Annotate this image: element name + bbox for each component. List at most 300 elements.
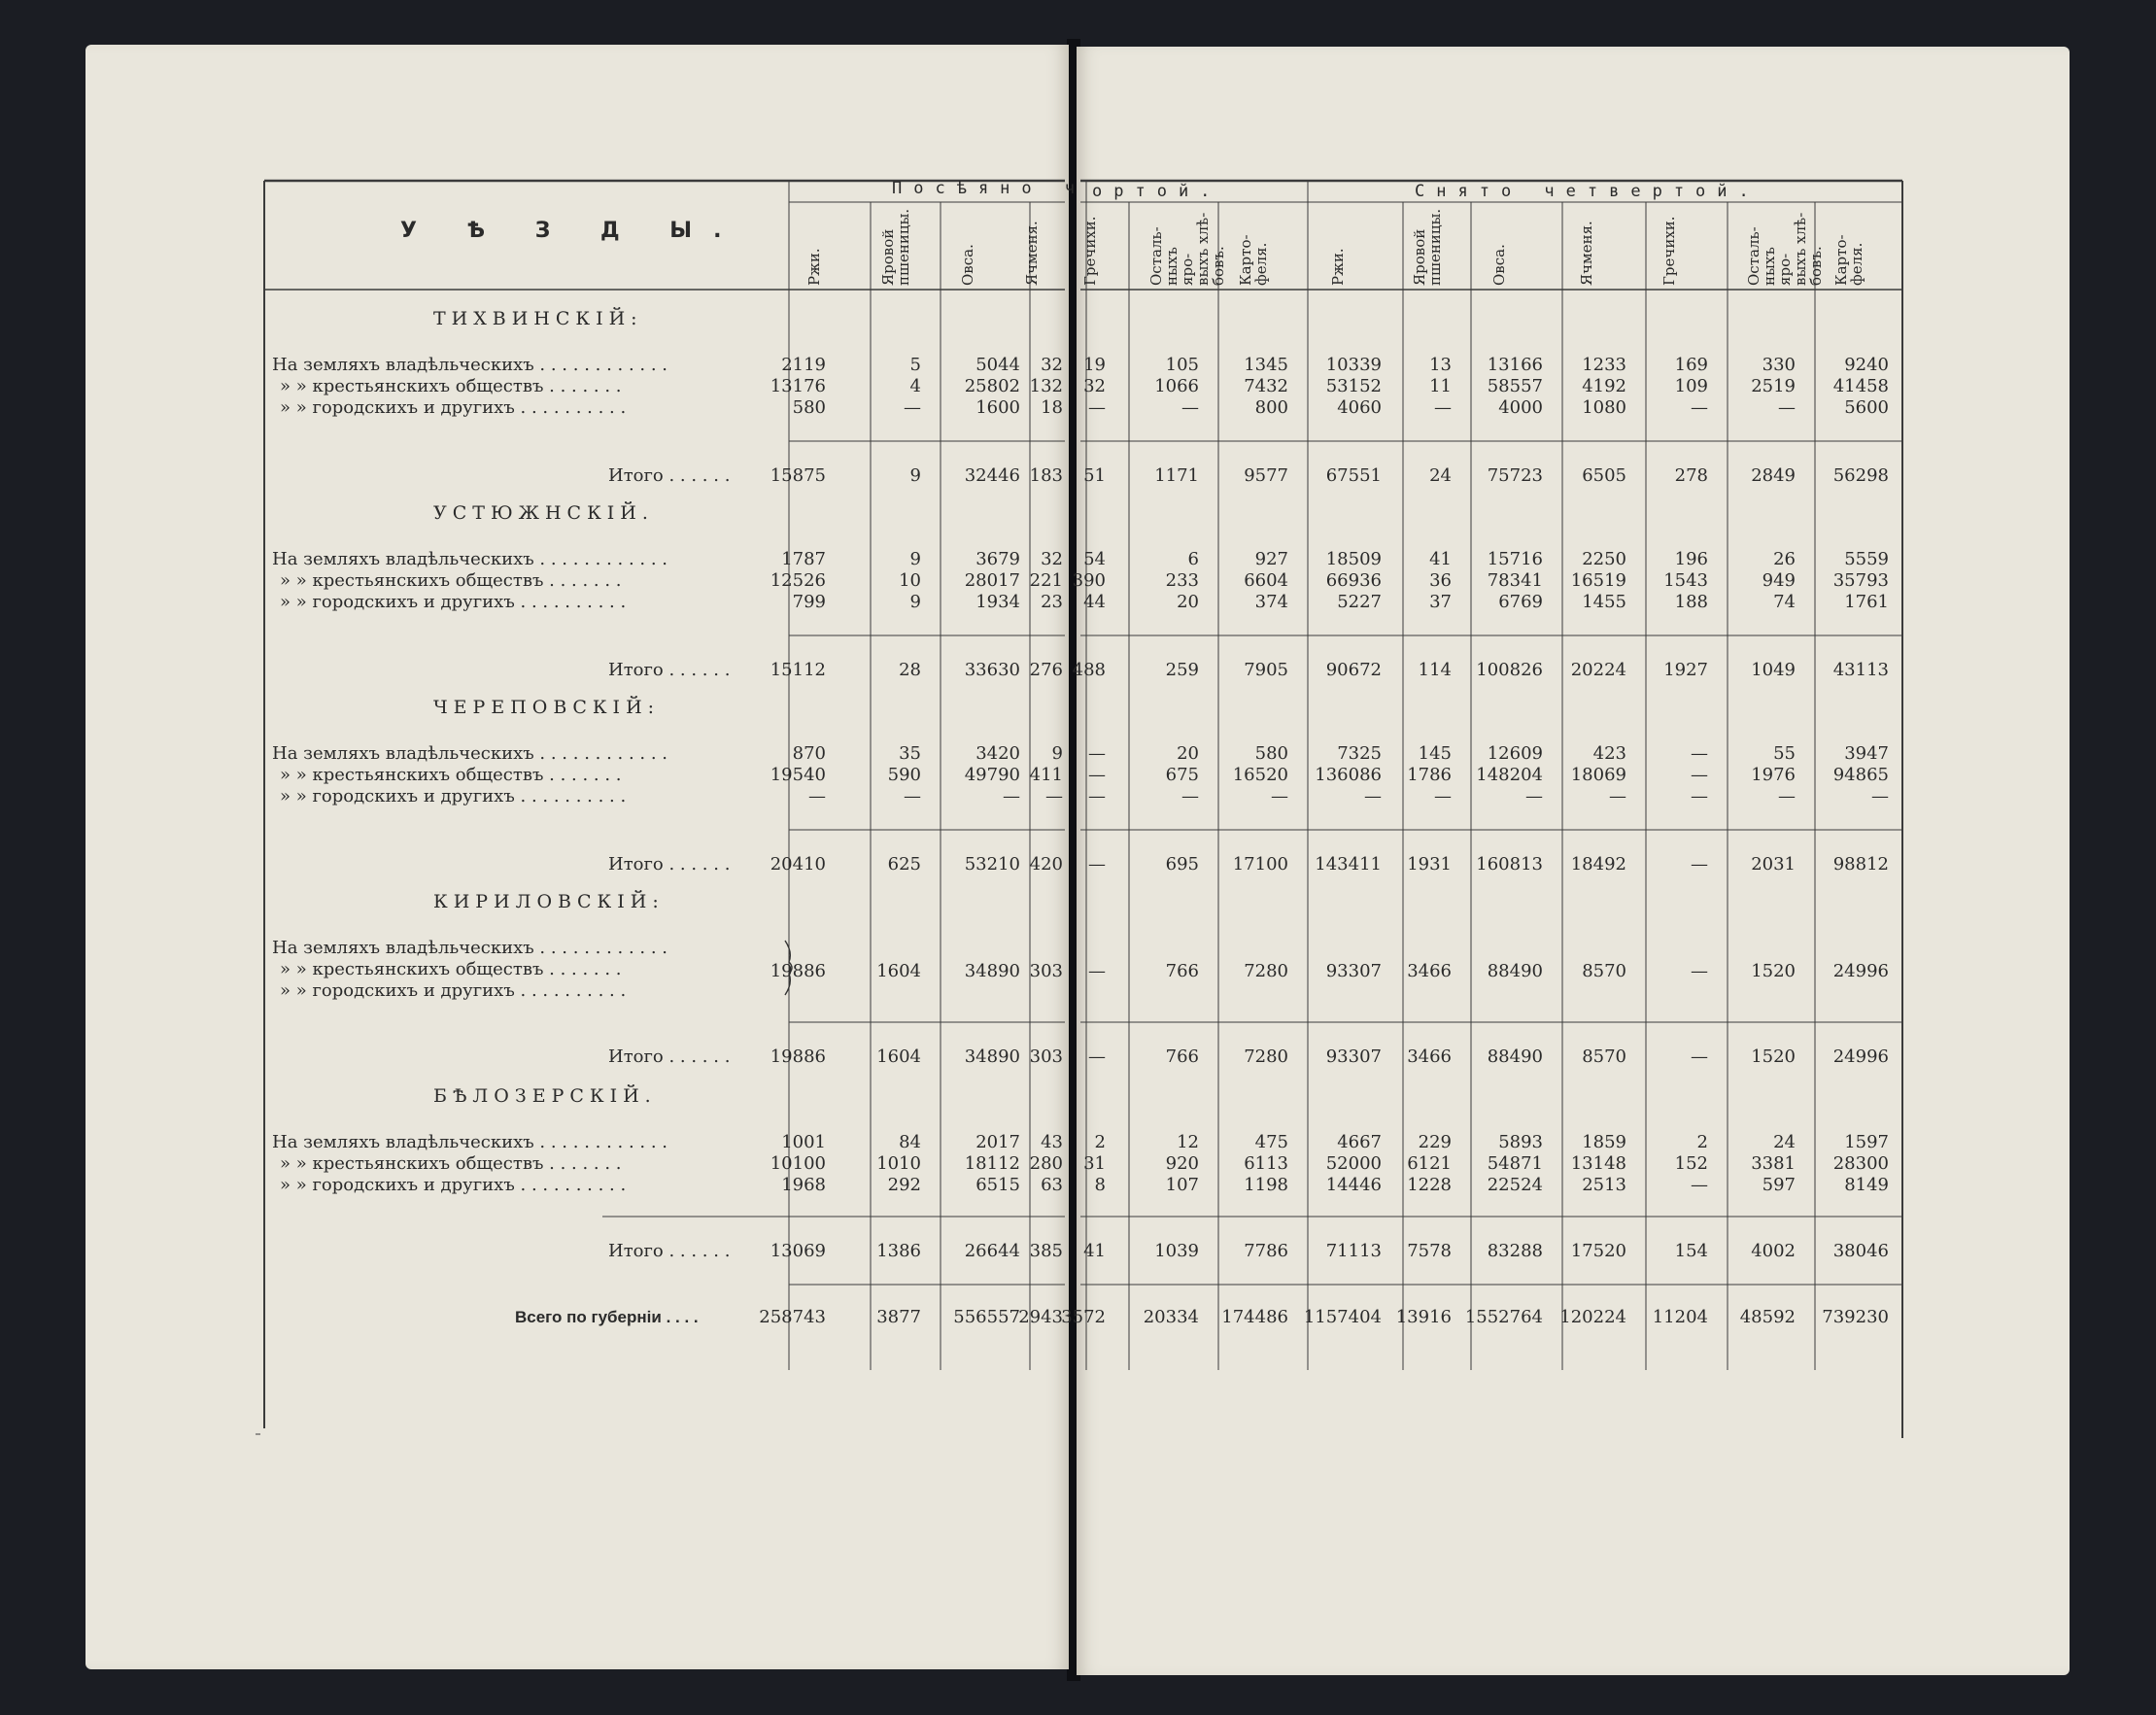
cell: 675	[1165, 765, 1199, 785]
sown-header-left: Посѣяно ч	[892, 179, 1087, 198]
cell: 19540	[770, 765, 826, 785]
cell: —	[1434, 397, 1452, 418]
cell: 44	[1083, 592, 1106, 612]
total-cell: 93307	[1325, 1046, 1382, 1067]
cell: 4	[909, 376, 921, 396]
total-cell: 41	[1083, 1241, 1106, 1261]
cell: 136086	[1315, 765, 1382, 785]
total-cell: 38046	[1832, 1241, 1889, 1261]
cell: 107	[1165, 1175, 1199, 1195]
cell: —	[1778, 786, 1796, 806]
cell: 870	[792, 743, 826, 764]
cell: 43	[1041, 1132, 1063, 1152]
total-label: Итого . . . . . .	[608, 465, 731, 486]
grand-total-cell: 48592	[1739, 1307, 1796, 1327]
total-cell: 83288	[1487, 1241, 1543, 1261]
cell: 41458	[1832, 376, 1889, 396]
cell: 52000	[1325, 1153, 1382, 1174]
row-label: » » городскихъ и другихъ . . . . . . . . . .	[280, 592, 627, 612]
total-cell: 32446	[964, 465, 1020, 486]
total-label: Итого . . . . . .	[608, 1046, 731, 1067]
cell: 1345	[1244, 355, 1288, 375]
cell: 15716	[1487, 549, 1543, 569]
cell: —	[904, 786, 921, 806]
cell: 221	[1029, 570, 1063, 591]
district-title: УСТЮЖНСКІЙ.	[433, 502, 654, 524]
cell: —	[1181, 786, 1199, 806]
cell: 37	[1429, 592, 1452, 612]
total-cell: 88490	[1487, 1046, 1543, 1067]
cell: —	[1271, 786, 1288, 806]
cell: 3679	[975, 549, 1020, 569]
cell: 590	[887, 765, 921, 785]
total-cell: 34890	[964, 1046, 1020, 1067]
total-cell: 17100	[1232, 854, 1288, 875]
cell: 54	[1083, 549, 1106, 569]
cell: 12526	[770, 570, 826, 591]
total-cell: 43113	[1832, 660, 1889, 680]
total-cell: 53210	[964, 854, 1020, 875]
total-cell: 114	[1418, 660, 1452, 680]
cell: —	[1525, 786, 1543, 806]
cell: —	[1778, 397, 1796, 418]
row-label: » » крестьянскихъ обществъ . . . . . . .	[280, 765, 622, 785]
grand-total-cell: 1157404	[1303, 1307, 1382, 1327]
cell: —	[1045, 786, 1063, 806]
cell: 84	[899, 1132, 921, 1152]
column-header-11: Гречихи.	[1660, 216, 1678, 286]
cell: —	[1088, 765, 1106, 785]
cell: —	[1088, 743, 1106, 764]
cell: 3947	[1844, 743, 1889, 764]
total-cell: 276	[1029, 660, 1063, 680]
cell: 12609	[1487, 743, 1543, 764]
cell: 799	[792, 592, 826, 612]
total-cell: —	[1691, 854, 1708, 875]
cell: 132	[1029, 376, 1063, 396]
district-title: БѢЛОЗЕРСКІЙ.	[433, 1085, 657, 1107]
cell: 2	[1696, 1132, 1708, 1152]
total-cell: —	[1088, 854, 1106, 875]
cell: 1001	[781, 1132, 826, 1152]
cell: 18112	[964, 1153, 1020, 1174]
row-label: » » городскихъ и другихъ . . . . . . . . . .	[280, 786, 627, 806]
total-cell: 19886	[770, 1046, 826, 1067]
cell: 7325	[1337, 743, 1382, 764]
cell: 5559	[1844, 549, 1889, 569]
cell: 1859	[1582, 1132, 1626, 1152]
cell: 920	[1165, 1153, 1199, 1174]
total-cell: 18492	[1570, 854, 1626, 875]
cell: 152	[1674, 1153, 1708, 1174]
cell: 1520	[1751, 961, 1796, 981]
cell: —	[1088, 786, 1106, 806]
cell: 148204	[1476, 765, 1543, 785]
total-cell: 1039	[1154, 1241, 1199, 1261]
grand-total-cell: 258743	[759, 1307, 826, 1327]
column-header-9: Овса.	[1490, 244, 1508, 286]
cell: 32	[1041, 355, 1063, 375]
total-cell: 143411	[1315, 854, 1382, 875]
total-cell: 1386	[876, 1241, 921, 1261]
cell: 1198	[1244, 1175, 1288, 1195]
total-cell: 3466	[1407, 1046, 1452, 1067]
cell: 303	[1029, 961, 1063, 981]
cell: 7280	[1244, 961, 1288, 981]
total-cell: 6505	[1582, 465, 1626, 486]
cell: 14446	[1325, 1175, 1382, 1195]
grand-total-cell: 556557	[953, 1307, 1020, 1327]
cell: 169	[1674, 355, 1708, 375]
cell: 88490	[1487, 961, 1543, 981]
cell: 28300	[1832, 1153, 1889, 1174]
cell: 20	[1177, 592, 1199, 612]
cell: 13	[1429, 355, 1452, 375]
cell: 9	[909, 592, 921, 612]
total-cell: 2849	[1751, 465, 1796, 486]
total-cell: 695	[1165, 854, 1199, 875]
total-cell: 8570	[1582, 1046, 1626, 1067]
cell: —	[1003, 786, 1020, 806]
total-cell: 488	[1072, 660, 1106, 680]
total-cell: 100826	[1476, 660, 1543, 680]
cell: —	[1691, 961, 1708, 981]
cell: 54871	[1487, 1153, 1543, 1174]
total-cell: 20410	[770, 854, 826, 875]
total-cell: 7905	[1244, 660, 1288, 680]
cell: —	[1871, 786, 1889, 806]
cell: 1080	[1582, 397, 1626, 418]
column-header-5: Осталь- ныхъ яро- выхъ хлѣ- бовъ.	[1147, 212, 1227, 286]
column-header-8: Яровой пшеницы.	[1411, 208, 1444, 286]
total-cell: 1931	[1407, 854, 1452, 875]
cell: 63	[1041, 1175, 1063, 1195]
total-cell: 75723	[1487, 465, 1543, 486]
cell: 41	[1429, 549, 1452, 569]
cell: 6515	[975, 1175, 1020, 1195]
cell: 188	[1674, 592, 1708, 612]
cell: 12	[1177, 1132, 1199, 1152]
cell: —	[1364, 786, 1382, 806]
column-header-4: Гречихи.	[1081, 216, 1099, 286]
row-label: » » крестьянскихъ обществъ . . . . . . .	[280, 570, 622, 591]
cell: 4667	[1337, 1132, 1382, 1152]
total-cell: —	[1691, 1046, 1708, 1067]
cell: 2	[1094, 1132, 1106, 1152]
cell: 580	[1254, 743, 1288, 764]
total-cell: 420	[1029, 854, 1063, 875]
cell: 6769	[1498, 592, 1543, 612]
cell: 8570	[1582, 961, 1626, 981]
grand-total-label: Всего по губерніи . . . .	[515, 1308, 699, 1326]
column-header-12: Осталь- ныхъ яро- выхъ хлѣ- бовъ.	[1745, 212, 1825, 286]
cell: 109	[1674, 376, 1708, 396]
row-label: » » крестьянскихъ обществъ . . . . . . .	[280, 959, 622, 979]
cell: 766	[1165, 961, 1199, 981]
total-cell: 1927	[1663, 660, 1708, 680]
district-title: ТИХВИНСКІЙ:	[433, 308, 643, 329]
cell: 5227	[1337, 592, 1382, 612]
total-cell: 766	[1165, 1046, 1199, 1067]
cell: 31	[1083, 1153, 1106, 1174]
cell: 330	[1762, 355, 1796, 375]
cell: 1455	[1582, 592, 1626, 612]
cell: —	[808, 786, 826, 806]
cell: 10339	[1325, 355, 1382, 375]
cell: 374	[1254, 592, 1288, 612]
cell: —	[1691, 1175, 1708, 1195]
cell: 3466	[1407, 961, 1452, 981]
total-cell: 303	[1029, 1046, 1063, 1067]
cell: 35793	[1832, 570, 1889, 591]
row-label: На земляхъ владѣльческихъ . . . . . . . . . . . .	[272, 938, 668, 958]
cell: 23	[1041, 592, 1063, 612]
cell: 20	[1177, 743, 1199, 764]
harvested-header: Снято четвертой.	[1415, 182, 1761, 201]
cell: 2119	[781, 355, 826, 375]
cell: 1787	[781, 549, 826, 569]
cell: 3420	[975, 743, 1020, 764]
cell: 145	[1418, 743, 1452, 764]
total-cell: 90672	[1325, 660, 1382, 680]
cell: 280	[1029, 1153, 1063, 1174]
row-label: На земляхъ владѣльческихъ . . . . . . . . . . . .	[272, 1132, 668, 1152]
total-cell: 24	[1429, 465, 1452, 486]
total-cell: 17520	[1570, 1241, 1626, 1261]
cell: 32	[1083, 376, 1106, 396]
cell: 9	[909, 549, 921, 569]
column-header-2: Овса.	[959, 244, 976, 286]
cell: —	[1088, 961, 1106, 981]
total-label: Итого . . . . . .	[608, 1241, 731, 1261]
cell: 24	[1773, 1132, 1796, 1152]
column-header-13: Карто- феля.	[1832, 234, 1865, 286]
total-cell: 160813	[1476, 854, 1543, 875]
cell: 949	[1762, 570, 1796, 591]
cell: 1934	[975, 592, 1020, 612]
cell: 105	[1165, 355, 1199, 375]
cell: 13176	[770, 376, 826, 396]
cell: 4192	[1582, 376, 1626, 396]
cell: 55	[1773, 743, 1796, 764]
grand-total-cell: 174486	[1221, 1307, 1288, 1327]
cell: 11	[1429, 376, 1452, 396]
cell: 13148	[1570, 1153, 1626, 1174]
column-header-10: Ячменя.	[1578, 221, 1595, 286]
total-cell: 4002	[1751, 1241, 1796, 1261]
total-cell: —	[1088, 1046, 1106, 1067]
cell: 74	[1773, 592, 1796, 612]
cell: 58557	[1487, 376, 1543, 396]
grand-total-cell: 11204	[1652, 1307, 1708, 1327]
cell: 8	[1094, 1175, 1106, 1195]
cell: 229	[1418, 1132, 1452, 1152]
total-cell: 98812	[1832, 854, 1889, 875]
grand-total-cell: 2943	[1018, 1307, 1063, 1327]
row-label: На земляхъ владѣльческихъ . . . . . . . . . . . .	[272, 743, 668, 764]
row-label: На земляхъ владѣльческихъ . . . . . . . . . . . .	[272, 355, 668, 375]
total-label: Итого . . . . . .	[608, 854, 731, 875]
grand-total-cell: 3572	[1061, 1307, 1106, 1327]
cell: 1233	[1582, 355, 1626, 375]
cell: 597	[1762, 1175, 1796, 1195]
total-cell: 7280	[1244, 1046, 1288, 1067]
cell: —	[1691, 397, 1708, 418]
total-cell: 7786	[1244, 1241, 1288, 1261]
cell: 4000	[1498, 397, 1543, 418]
cell: 26	[1773, 549, 1796, 569]
cell: 18069	[1570, 765, 1626, 785]
cell: 9240	[1844, 355, 1889, 375]
column-header-3: Ячменя.	[1023, 221, 1041, 286]
cell: —	[1181, 397, 1199, 418]
cell: 6113	[1244, 1153, 1288, 1174]
cell: —	[1088, 397, 1106, 418]
total-cell: 20224	[1570, 660, 1626, 680]
total-cell: 385	[1029, 1241, 1063, 1261]
cell: 18509	[1325, 549, 1382, 569]
row-label: На земляхъ владѣльческихъ . . . . . . . . . . . .	[272, 549, 668, 569]
total-cell: 33630	[964, 660, 1020, 680]
total-cell: 9577	[1244, 465, 1288, 486]
cell: —	[1691, 743, 1708, 764]
cell: 24996	[1832, 961, 1889, 981]
total-cell: 15112	[770, 660, 826, 680]
cell: 6604	[1244, 570, 1288, 591]
cell: 2519	[1751, 376, 1796, 396]
cell: 93307	[1325, 961, 1382, 981]
cell: —	[1434, 786, 1452, 806]
total-cell: 67551	[1325, 465, 1382, 486]
cell: 5893	[1498, 1132, 1543, 1152]
cell: 233	[1165, 570, 1199, 591]
cell: 475	[1254, 1132, 1288, 1152]
cell: 2017	[975, 1132, 1020, 1152]
total-cell: 154	[1674, 1241, 1708, 1261]
total-label: Итого . . . . . .	[608, 660, 731, 680]
total-cell: 15875	[770, 465, 826, 486]
cell: 16519	[1570, 570, 1626, 591]
total-cell: 28	[899, 660, 921, 680]
cell: 5	[909, 355, 921, 375]
cell: 580	[792, 397, 826, 418]
grand-total-cell: 1552764	[1464, 1307, 1543, 1327]
cell: 1543	[1663, 570, 1708, 591]
total-cell: 278	[1674, 465, 1708, 486]
cell: —	[904, 397, 921, 418]
cell: 1597	[1844, 1132, 1889, 1152]
total-cell: 71113	[1325, 1241, 1382, 1261]
uezdy-header: У Ѣ З Д Ы.	[400, 219, 743, 243]
cell: 3381	[1751, 1153, 1796, 1174]
column-header-6: Карто- феля.	[1237, 234, 1270, 286]
cell: 390	[1072, 570, 1106, 591]
district-title: КИРИЛОВСКІЙ:	[433, 891, 665, 912]
cell: 18	[1041, 397, 1063, 418]
sown-header-right: ортой.	[1092, 182, 1222, 201]
grand-total-cell: 739230	[1822, 1307, 1889, 1327]
cell: 13166	[1487, 355, 1543, 375]
total-cell: 1604	[876, 1046, 921, 1067]
total-cell: 1049	[1751, 660, 1796, 680]
cell: 2250	[1582, 549, 1626, 569]
total-cell: 2031	[1751, 854, 1796, 875]
cell: 10100	[770, 1153, 826, 1174]
total-cell: 24996	[1832, 1046, 1889, 1067]
district-title: ЧЕРЕПОВСКІЙ:	[433, 697, 661, 718]
cell: 1968	[781, 1175, 826, 1195]
cell: 1066	[1154, 376, 1199, 396]
cell: 10	[899, 570, 921, 591]
grand-total-cell: 3877	[876, 1307, 921, 1327]
cell: 28017	[964, 570, 1020, 591]
cell: 22524	[1487, 1175, 1543, 1195]
cell: 6121	[1407, 1153, 1452, 1174]
cell: 8149	[1844, 1175, 1889, 1195]
total-cell: 13069	[770, 1241, 826, 1261]
cell: 2513	[1582, 1175, 1626, 1195]
total-cell: 1171	[1154, 465, 1199, 486]
cell: 16520	[1232, 765, 1288, 785]
total-cell: 56298	[1832, 465, 1889, 486]
cell: 19886	[770, 961, 826, 981]
cell: 292	[887, 1175, 921, 1195]
row-label: » » городскихъ и другихъ . . . . . . . . . .	[280, 397, 627, 418]
total-cell: 7578	[1407, 1241, 1452, 1261]
cell: 423	[1592, 743, 1626, 764]
row-label: » » крестьянскихъ обществъ . . . . . . .	[280, 376, 622, 396]
row-label: » » крестьянскихъ обществъ . . . . . . .	[280, 1153, 622, 1174]
column-header-7: Ржи.	[1329, 248, 1347, 286]
cell: 1600	[975, 397, 1020, 418]
total-cell: 9	[909, 465, 921, 486]
total-cell: 625	[887, 854, 921, 875]
column-header-0: Ржи.	[805, 248, 823, 286]
cell: 7432	[1244, 376, 1288, 396]
cell: 53152	[1325, 376, 1382, 396]
cell: 5600	[1844, 397, 1889, 418]
total-cell: 259	[1165, 660, 1199, 680]
row-label: » » городскихъ и другихъ . . . . . . . . . .	[280, 1175, 627, 1195]
cell: —	[1691, 786, 1708, 806]
cell: 1228	[1407, 1175, 1452, 1195]
cell: 1604	[876, 961, 921, 981]
cell: 1976	[1751, 765, 1796, 785]
cell: 35	[899, 743, 921, 764]
cell: 5044	[975, 355, 1020, 375]
cell: 1010	[876, 1153, 921, 1174]
cell: 49790	[964, 765, 1020, 785]
cell: 36	[1429, 570, 1452, 591]
cell: 6	[1187, 549, 1199, 569]
cell: 196	[1674, 549, 1708, 569]
cell: 32	[1041, 549, 1063, 569]
cell: —	[1609, 786, 1626, 806]
column-header-1: Яровой пшеницы.	[879, 208, 912, 286]
row-label: » » городскихъ и другихъ . . . . . . . . . .	[280, 980, 627, 1001]
cell: 4060	[1337, 397, 1382, 418]
grand-total-cell: 20334	[1143, 1307, 1199, 1327]
cell: 1786	[1407, 765, 1452, 785]
cell: 800	[1254, 397, 1288, 418]
total-cell: 26644	[964, 1241, 1020, 1261]
cell: 78341	[1487, 570, 1543, 591]
cell: 25802	[964, 376, 1020, 396]
total-cell: 1520	[1751, 1046, 1796, 1067]
cell: 9	[1051, 743, 1063, 764]
cell: —	[1691, 765, 1708, 785]
cell: 1761	[1844, 592, 1889, 612]
